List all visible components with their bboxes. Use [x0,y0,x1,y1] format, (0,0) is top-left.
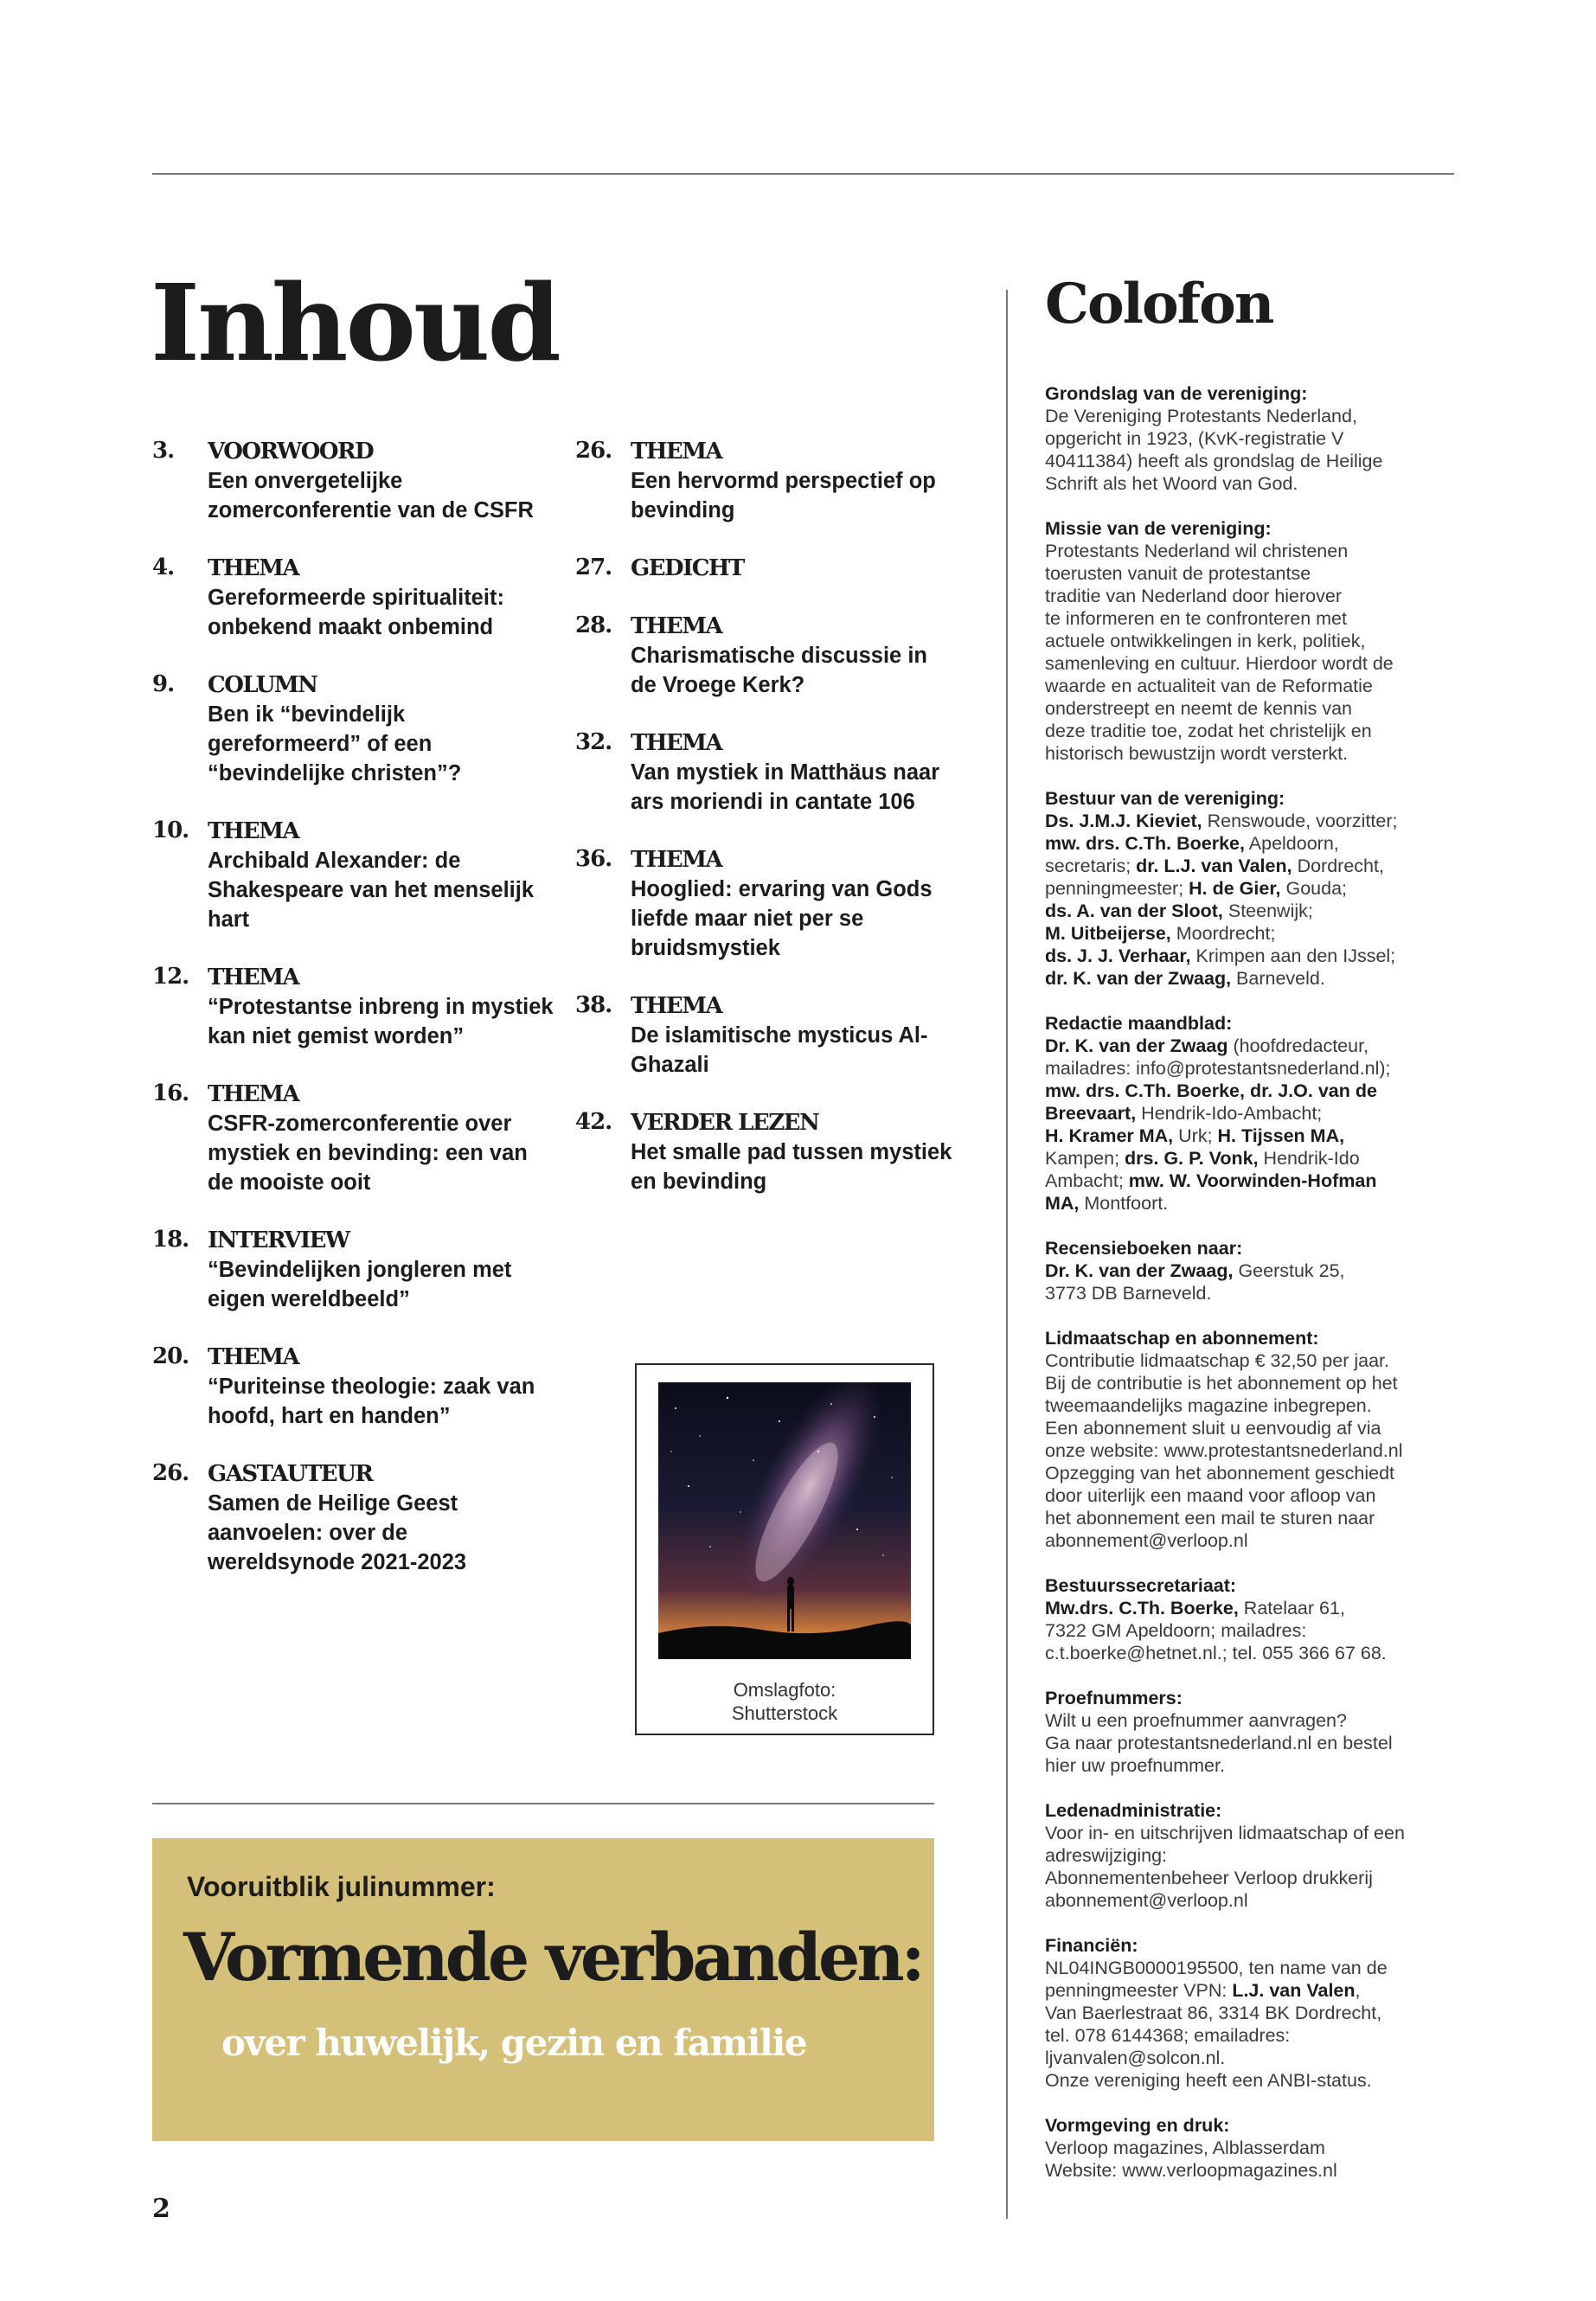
colofon-section [1045,1799,1477,1912]
toc-entry[interactable] [575,845,956,963]
toc-category: THEMA [631,993,722,1019]
toc-page-number: 10. [152,817,189,843]
toc-entry[interactable] [152,963,559,1051]
toc-article-title: Een onvergetelijke zomerconferentie van de CSFR [208,469,534,522]
toc-page-number: 26. [152,1460,189,1486]
colofon-text: Dr. K. van der Zwaag, Geerstuk 25, 3773 DB Barneveld. [1045,1260,1345,1304]
toc-article-title: Gereformeerde spiritualiteit: onbekend maakt onbemind [208,586,504,639]
photo-caption-credit: Shutterstock [731,1702,838,1724]
toc-category: VOORWOORD [208,439,374,465]
preview-kicker: Vooruitblik julinummer: [187,1871,496,1902]
toc-page-number: 12. [152,964,189,990]
colofon-text: Dr. K. van der Zwaag (hoofdredacteur, mailadres: info@protestantsnederland.nl); mw. drs. C.Th. Boerke, dr. J.O. van de Breevaart, Hendrik-Ido-Ambacht; H. Kramer MA, Urk; H. Tijssen MA, Kampen; drs. G. P. Vonk, Hendrik-Ido Ambacht; mw. W. Voorwinden-Hofman MA, Montfoort. [1045,1035,1391,1214]
colofon-text: NL04INGB0000195500, ten name van de penningmeester VPN: L.J. van Valen, Van Baerlestraat 86, 3314 BK Dordrecht, tel. 078 6144368; emailadres: ljvanvalen@solcon.nl. Onze vereniging heeft een ANBI-status. [1045,1958,1388,2091]
toc-entry[interactable] [575,554,956,583]
colofon-section [1045,787,1477,990]
toc-left-column [152,437,559,1606]
colofon-heading: Lidmaatschap en abonnement: [1045,1328,1319,1349]
cover-photo [658,1382,911,1659]
toc-category: THEMA [208,555,299,581]
colofon-section [1045,1687,1477,1777]
colofon-text: Voor in- en uitschrijven lidmaatschap of een adreswijziging: Abonnementenbeheer Verloop drukkerij abonnement@verloop.nl [1045,1823,1405,1911]
colofon-section [1045,2114,1477,2182]
toc-category: THEMA [208,965,299,990]
toc-category: THEMA [208,1344,299,1370]
preview-subheadline: over huwelijk, gezin en familie [221,2022,807,2064]
colofon-body [1045,382,1477,2204]
toc-category: THEMA [208,818,299,844]
toc-entry[interactable] [152,1080,559,1197]
toc-page-number: 38. [575,992,612,1018]
colofon-heading: Grondslag van de vereniging: [1045,383,1308,404]
toc-category: THEMA [631,730,722,756]
toc-article-title: “Puriteinse theologie: zaak van hoofd, hart en handen” [208,1375,535,1428]
toc-category: COLUMN [208,672,317,698]
toc-category: INTERVIEW [208,1227,349,1253]
colofon-text: Contributie lidmaatschap € 32,50 per jaar. Bij de contributie is het abonnement op het tweemaandelijks magazine inbegrepen. Een abonnement sluit u eenvoudig af via onze website: www.protestantsnederland.nl Opzegging van het abonnement geschiedt door uiterlijk een maand voor afloop van het abonnement een mail te sturen naar abonnement@verloop.nl [1045,1350,1403,1551]
page-number: 2 [152,2194,170,2224]
cover-photo-frame [635,1363,934,1735]
colofon-section [1045,1237,1477,1304]
colofon-heading: Financiën: [1045,1935,1138,1956]
toc-entry[interactable] [152,1226,559,1314]
toc-page-number: 32. [575,729,612,755]
toc-entry[interactable] [575,612,956,700]
toc-article-title: Een hervormd perspectief op bevinding [631,469,936,522]
toc-category: VERDER LEZEN [631,1110,819,1136]
toc-category: THEMA [631,613,722,639]
toc-entry[interactable] [152,670,559,788]
colofon-heading: Bestuur van de vereniging: [1045,788,1285,809]
toc-page-number: 3. [152,438,175,464]
colofon-heading: Vormgeving en druk: [1045,2115,1230,2136]
colofon-section [1045,382,1477,495]
starry-sky-image [658,1382,911,1659]
colofon-text: Wilt u een proefnummer aanvragen? Ga naar protestantsnederland.nl en bestel hier uw proefnummer. [1045,1710,1393,1776]
colofon-heading: Proefnummers: [1045,1688,1183,1708]
colofon-heading: Redactie maandblad: [1045,1013,1233,1034]
colofon-text: Ds. J.M.J. Kieviet, Renswoude, voorzitter; mw. drs. C.Th. Boerke, Apeldoorn, secretaris; dr. L.J. van Valen, Dordrecht, penningmeester; H. de Gier, Gouda; ds. A. van der Sloot, Steenwijk; M. Uitbeijerse, Moordrecht; ds. J. J. Verhaar, Krimpen aan den IJssel; dr. K. van der Zwaag, Barneveld. [1045,811,1398,989]
colofon-section [1045,1574,1477,1664]
toc-entry[interactable] [575,728,956,817]
toc-article-title: Het smalle pad tussen mystiek en bevinding [631,1140,952,1194]
toc-entry[interactable] [152,437,559,525]
toc-page-number: 18. [152,1227,189,1253]
toc-category: THEMA [631,439,722,465]
toc-page-number: 4. [152,554,175,580]
colofon-section [1045,517,1477,765]
toc-article-title: Ben ik “bevindelijk gereformeerd” of een “bevindelijke christen”? [208,702,462,785]
toc-page-number: 36. [575,846,612,872]
toc-entry[interactable] [152,1343,559,1431]
toc-entry[interactable] [152,1459,559,1577]
toc-category: THEMA [631,847,722,873]
toc-page-number: 20. [152,1343,189,1369]
toc-article-title: Charismatische discussie in de Vroege Kerk? [631,644,927,697]
colofon-section [1045,1012,1477,1215]
toc-category: GEDICHT [631,555,744,581]
toc-entry[interactable] [152,817,559,934]
colofon-heading: Bestuurssecretariaat: [1045,1575,1237,1596]
toc-category: THEMA [208,1081,299,1107]
toc-entry[interactable] [575,991,956,1080]
column-divider [1006,290,1008,2219]
photo-caption [637,1678,933,1725]
toc-right-column [575,437,956,1225]
colofon-title: Colofon [1045,272,1273,336]
page-title: Inhoud [151,260,559,385]
next-issue-preview [152,1838,934,2141]
toc-page-number: 28. [575,612,612,638]
colofon-heading: Recensieboeken naar: [1045,1238,1243,1259]
colofon-text: Verloop magazines, Alblasserdam Website: www.verloopmagazines.nl [1045,2138,1337,2181]
colofon-text: Mw.drs. C.Th. Boerke, Ratelaar 61, 7322 GM Apeldoorn; mailadres: c.t.boerke@hetnet.nl.; tel. 055 366 67 68. [1045,1598,1387,1663]
toc-article-title: Samen de Heilige Geest aanvoelen: over de wereldsynode 2021-2023 [208,1491,467,1574]
toc-entry[interactable] [575,437,956,525]
toc-article-title: CSFR-zomerconferentie over mystiek en bevinding: een van de mooiste ooit [208,1112,528,1195]
toc-article-title: “Bevindelijken jongleren met eigen wereldbeeld” [208,1258,512,1311]
toc-entry[interactable] [152,554,559,642]
toc-page-number: 9. [152,671,175,697]
photo-caption-label: Omslagfoto: [733,1679,836,1701]
toc-page-number: 27. [575,554,612,580]
toc-page-number: 26. [575,438,612,464]
toc-entry[interactable] [575,1108,956,1196]
colofon-text: Protestants Nederland wil christenen toerusten vanuit de protestantse traditie van Nederland door hierover te informeren en te confronteren met actuele ontwikkelingen in kerk, politiek, samenleving en cultuur. Hierdoor wordt de waarde en actualiteit van de Reformatie onderstreept en neemt de kennis van deze traditie toe, zodat het christelijk en historisch bewustzijn wordt versterkt. [1045,541,1394,764]
toc-page-number: 16. [152,1080,189,1106]
colofon-heading: Missie van de vereniging: [1045,518,1272,539]
toc-page-number: 42. [575,1109,612,1135]
colofon-section [1045,1934,1477,2092]
toc-article-title: Archibald Alexander: de Shakespeare van het menselijk hart [208,849,535,932]
toc-category: GASTAUTEUR [208,1461,373,1487]
preview-headline: Vormende verbanden: [183,1919,922,1996]
colofon-text: De Vereniging Protestants Nederland, opgericht in 1923, (KvK-registratie V 40411384) heeft als grondslag de Heilige Schrift als het Woord van God. [1045,406,1383,494]
bottom-divider [152,1803,934,1804]
top-divider [152,173,1454,175]
toc-article-title: Van mystiek in Matthäus naar ars moriendi in cantate 106 [631,760,940,814]
toc-article-title: De islamitische mysticus Al-Ghazali [631,1023,928,1077]
colofon-section [1045,1327,1477,1552]
toc-article-title: “Protestantse inbreng in mystiek kan niet gemist worden” [208,995,554,1048]
colofon-heading: Ledenadministratie: [1045,1800,1222,1821]
toc-article-title: Hooglied: ervaring van Gods liefde maar niet per se bruidsmystiek [631,877,933,960]
